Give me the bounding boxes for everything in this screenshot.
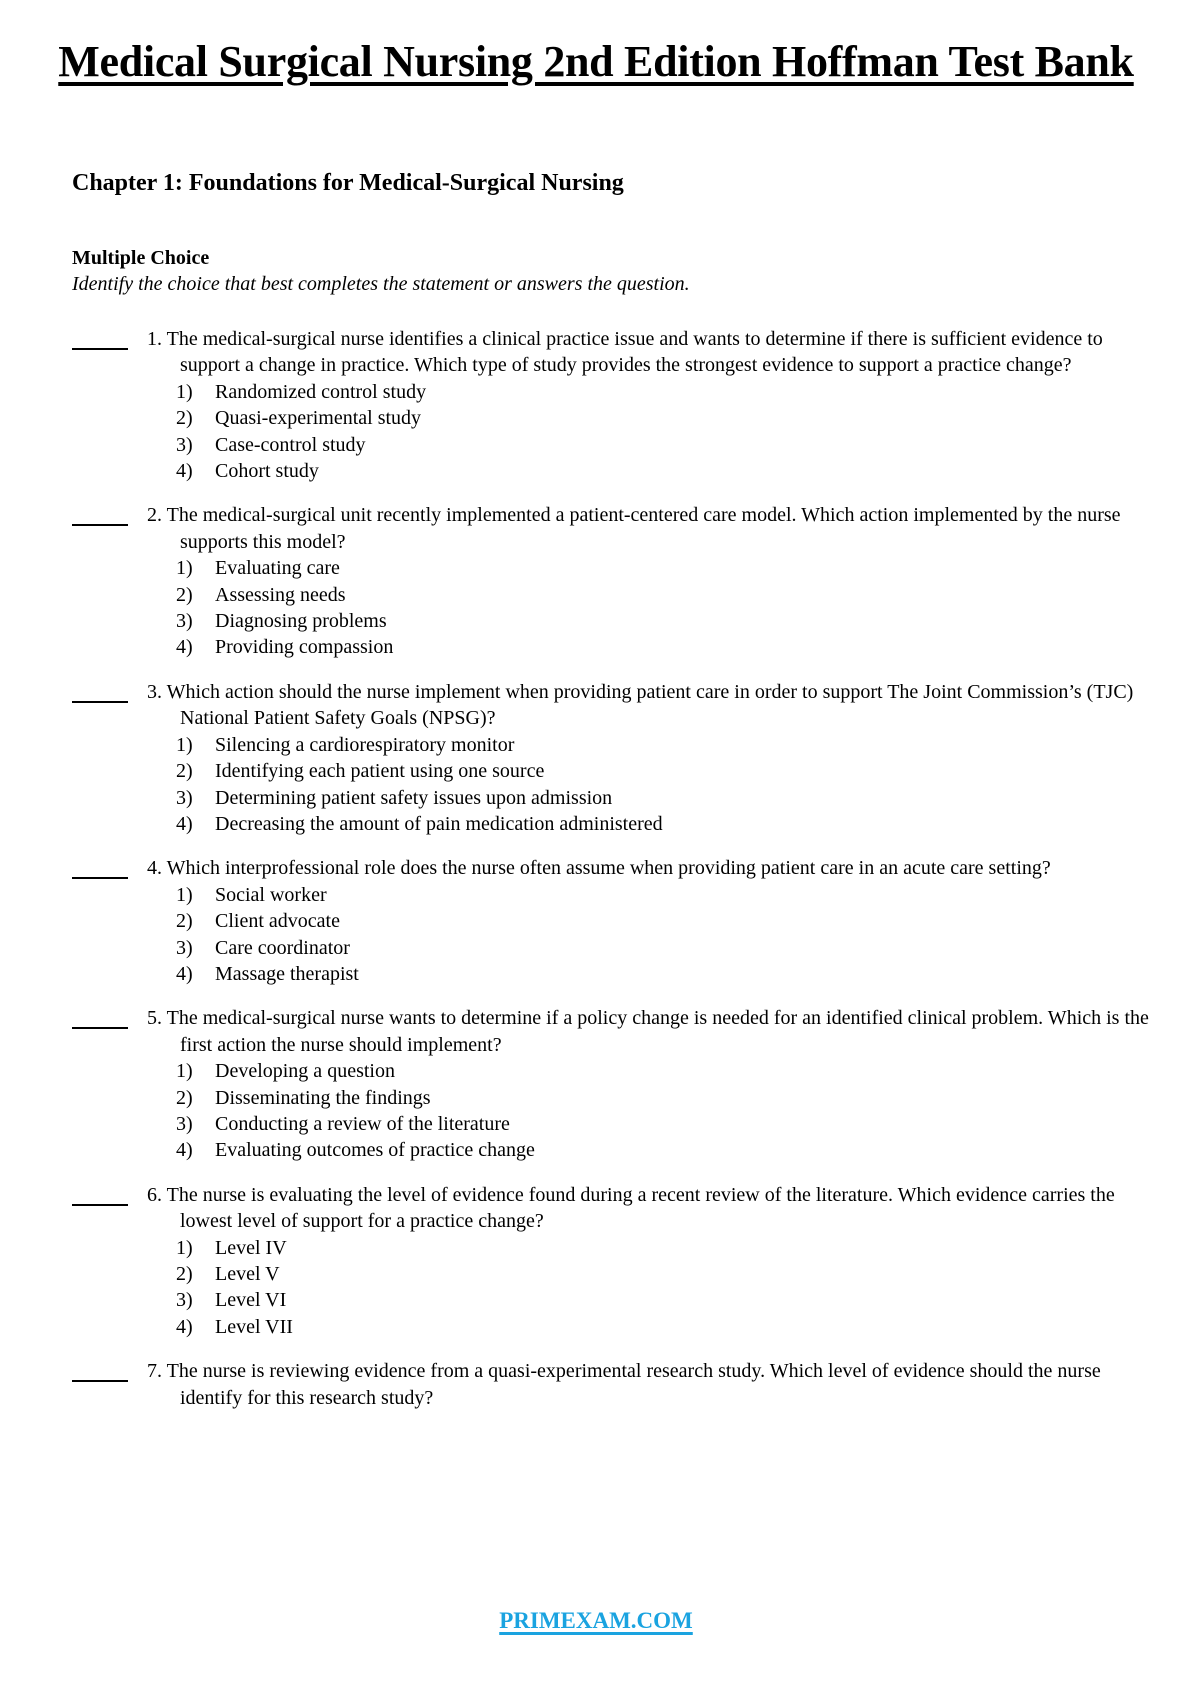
answer-option <box>176 608 1152 634</box>
answer-option <box>176 758 1152 784</box>
answer-blank[interactable] <box>72 524 128 526</box>
option-text: Case-control study <box>215 433 366 456</box>
question-stem: 1. The medical-surgical nurse identifies a clinical practice issue and wants to determine if there is sufficient evidence to support a change in practice. Which type of study provides the strongest evidence to support a practice change? <box>147 328 1103 377</box>
option-text: Providing compassion <box>215 636 394 659</box>
option-number: 4) <box>176 1315 193 1338</box>
question-list <box>72 326 1152 1429</box>
answer-option <box>176 1085 1152 1111</box>
option-number: 2) <box>176 760 193 783</box>
answer-option <box>176 1058 1152 1084</box>
answer-option <box>176 732 1152 758</box>
question-stem: 4. Which interprofessional role does the nurse often assume when providing patient care in an acute care setting? <box>147 857 1051 880</box>
option-text: Developing a question <box>215 1060 395 1083</box>
option-number: 2) <box>176 407 193 430</box>
option-text: Level IV <box>215 1236 287 1259</box>
option-number: 1) <box>176 1060 193 1083</box>
option-number: 1) <box>176 1236 193 1259</box>
answer-option <box>176 634 1152 660</box>
answer-option <box>176 1314 1152 1340</box>
option-text: Evaluating care <box>215 557 340 580</box>
option-text: Client advocate <box>215 910 340 933</box>
question-stem: 5. The medical-surgical nurse wants to determine if a policy change is needed for an identified clinical problem. Which is the first action the nurse should implement? <box>147 1007 1149 1056</box>
option-text: Diagnosing problems <box>215 610 387 633</box>
footer <box>0 1608 1192 1634</box>
option-number: 4) <box>176 636 193 659</box>
option-text: Social worker <box>215 883 327 906</box>
document-title: Medical Surgical Nursing 2nd Edition Hoffman Test Bank <box>58 37 1134 86</box>
option-number: 3) <box>176 433 193 456</box>
answer-option <box>176 961 1152 987</box>
option-text: Cohort study <box>215 460 319 483</box>
section-heading: Multiple Choice <box>72 247 210 269</box>
option-number: 1) <box>176 733 193 756</box>
answer-option <box>176 1137 1152 1163</box>
option-text: Massage therapist <box>215 962 359 985</box>
question-item <box>72 326 1152 484</box>
option-number: 4) <box>176 460 193 483</box>
answer-option <box>176 908 1152 934</box>
answer-blank[interactable] <box>72 877 128 879</box>
answer-option <box>176 1261 1152 1287</box>
answer-option <box>176 785 1152 811</box>
option-text: Level V <box>215 1263 280 1285</box>
option-text: Silencing a cardiorespiratory monitor <box>215 733 515 756</box>
option-text: Conducting a review of the literature <box>215 1112 510 1135</box>
option-number: 2) <box>176 583 193 606</box>
option-number: 4) <box>176 812 193 835</box>
option-text: Level VII <box>215 1315 293 1338</box>
option-number: 4) <box>176 1139 193 1162</box>
option-number: 3) <box>176 1289 193 1312</box>
option-number: 2) <box>176 1086 193 1109</box>
option-number: 3) <box>176 1112 193 1135</box>
option-text: Disseminating the findings <box>215 1086 431 1109</box>
answer-option <box>176 582 1152 608</box>
chapter-heading: Chapter 1: Foundations for Medical-Surgical Nursing <box>72 170 624 196</box>
option-text: Randomized control study <box>215 380 427 403</box>
answer-option <box>176 811 1152 837</box>
option-text: Evaluating outcomes of practice change <box>215 1139 535 1162</box>
question-stem: 2. The medical-surgical unit recently implemented a patient-centered care model. Which action implemented by the nurse supports this model? <box>147 504 1121 553</box>
answer-option <box>176 379 1152 405</box>
option-text: Determining patient safety issues upon admission <box>215 786 613 809</box>
option-number: 3) <box>176 610 193 633</box>
option-text: Identifying each patient using one source <box>215 760 545 783</box>
question-item <box>72 855 1152 987</box>
option-text: Quasi-experimental study <box>215 407 422 430</box>
question-item <box>72 679 1152 837</box>
answer-option <box>176 405 1152 431</box>
option-number: 1) <box>176 557 193 580</box>
answer-option <box>176 882 1152 908</box>
option-number: 2) <box>176 910 193 933</box>
answer-option <box>176 555 1152 581</box>
option-text: Care coordinator <box>215 936 350 959</box>
answer-blank[interactable] <box>72 1380 128 1382</box>
option-number: 3) <box>176 786 193 809</box>
primexam-link[interactable]: PRIMEXAM.COM <box>499 1608 693 1633</box>
question-stem: 3. Which action should the nurse implement when providing patient care in order to support The Joint Commission’s (TJC) National Patient Safety Goals (NPSG)? <box>147 680 1134 730</box>
question-stem: 7. The nurse is reviewing evidence from a quasi-experimental research study. Which level of evidence should the nurse identify for this research study? <box>147 1360 1101 1409</box>
answer-option <box>176 935 1152 961</box>
answer-blank[interactable] <box>72 1204 128 1206</box>
option-number: 4) <box>176 962 193 985</box>
answer-blank[interactable] <box>72 1027 128 1029</box>
option-text: Assessing needs <box>215 583 346 606</box>
answer-option <box>176 458 1152 484</box>
question-item <box>72 1005 1152 1163</box>
answer-option <box>176 1111 1152 1137</box>
question-stem: 6. The nurse is evaluating the level of evidence found during a recent review of the literature. Which evidence carries the lowest level of support for a practice change? <box>147 1183 1115 1233</box>
option-number: 1) <box>176 883 193 906</box>
option-number: 2) <box>176 1263 193 1285</box>
option-number: 1) <box>176 380 193 403</box>
instructions: Identify the choice that best completes the statement or answers the question. <box>72 273 690 295</box>
answer-blank[interactable] <box>72 701 128 703</box>
answer-blank[interactable] <box>72 348 128 350</box>
option-number: 3) <box>176 936 193 959</box>
answer-option <box>176 1287 1152 1313</box>
option-text: Level VI <box>215 1289 287 1312</box>
answer-option <box>176 1235 1152 1261</box>
question-item <box>72 502 1152 660</box>
question-item <box>72 1358 1152 1411</box>
option-text: Decreasing the amount of pain medication administered <box>215 812 663 835</box>
answer-option <box>176 432 1152 458</box>
question-item <box>72 1182 1152 1340</box>
